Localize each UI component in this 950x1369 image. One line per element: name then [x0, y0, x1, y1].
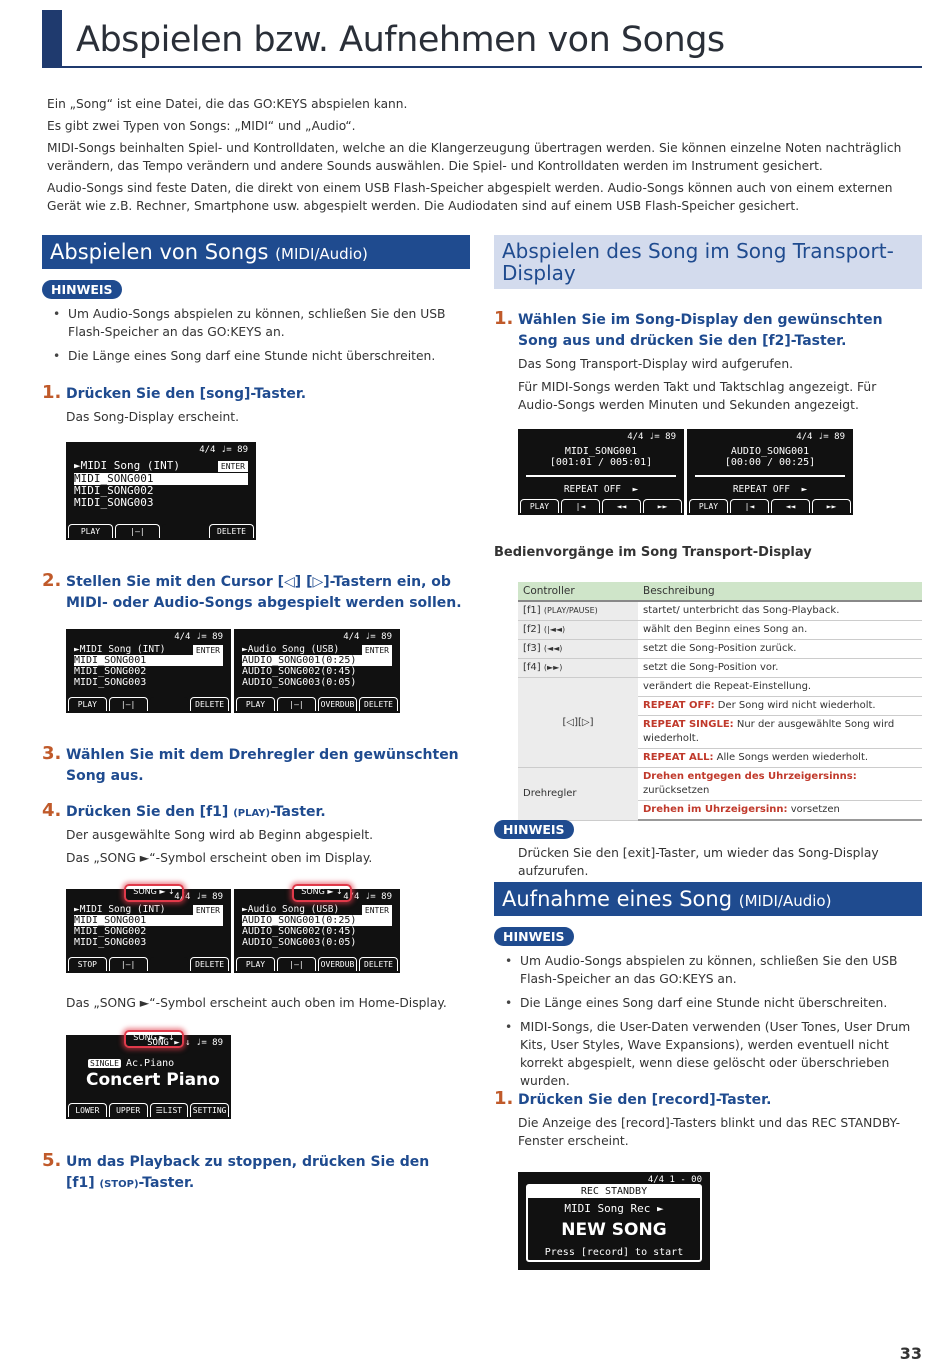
step-text: Stellen Sie mit den Cursor [◁] [▷]-Tastern ein, ob MIDI- oder Audio-Songs abgespielt werden sollen.: [66, 574, 462, 611]
song-row: MIDI_SONG003: [74, 937, 147, 948]
section-heading-suffix: (MIDI/Audio): [738, 892, 832, 910]
intro-paragraph: MIDI-Songs beinhalten Spiel- und Kontrolldaten, welche an die Klangerzeugung übertragen werden. Sie können einzelne Noten nachträglich verändern, das Tempo verändern und andere Sounds auswählen. Die Spiel- und Kontrolldaten werden im Instrument gesichert.: [47, 141, 902, 173]
f1-play-label: PLAY: [68, 697, 107, 711]
table-row: [518, 621, 922, 640]
description-cell: [638, 801, 922, 821]
display-header: ►Audio Song (USB): [242, 904, 340, 915]
display-status: 4/4 ♩= 89: [343, 632, 392, 642]
table-title: Bedienvorgänge im Song Transport-Display: [494, 545, 812, 560]
enter-label: ENTER: [193, 645, 223, 656]
function-button-row: [689, 499, 851, 513]
song-row: MIDI_SONG002: [74, 484, 154, 497]
list-item: • MIDI-Songs, die User-Daten verwenden (User Tones, User Drum Kits, User Styles, Wave Expansions), werden eventuell nicht korrekt abgespielt, wenn diese gelöscht oder überschrieben wurden.: [502, 1018, 912, 1090]
step-text: Drücken Sie den [f1]: [66, 804, 234, 820]
f2-transport-label: |—|: [277, 697, 316, 711]
step-1: [42, 384, 462, 405]
song-row-selected: MIDI_SONG001: [74, 915, 223, 926]
step-text: Drücken Sie den [song]-Taster.: [66, 386, 307, 402]
song-row: MIDI_SONG002: [74, 666, 147, 677]
step-number: 2.: [42, 570, 62, 591]
hinweis-text: Drücken Sie den [exit]-Taster, um wieder das Song-Display aufzurufen.: [518, 846, 879, 878]
song-name: AUDIO_SONG001: [730, 446, 810, 457]
f3-rewind-label: ◄◄: [602, 499, 641, 513]
song-play-indicator-highlight: SONG ► ↓: [124, 1030, 184, 1048]
table-row: [518, 601, 922, 621]
function-button-row: [68, 957, 229, 971]
step-text-end: -Taster.: [270, 804, 326, 820]
repeat-mode-desc: Alle Songs werden wiederholt.: [713, 752, 869, 763]
display-status: 4/4 1 - 00: [647, 1175, 702, 1185]
step-number: 1.: [494, 1088, 514, 1109]
dial-direction-desc: vorsetzen: [787, 804, 840, 815]
description-cell: setzt die Song-Position vor.: [638, 659, 922, 678]
controller-name: [f2]: [523, 624, 541, 635]
enter-label: ENTER: [362, 905, 392, 916]
hinweis-badge: HINWEIS: [494, 927, 574, 946]
controller-name: [f3]: [523, 643, 541, 654]
rec-mode: MIDI Song Rec ►: [564, 1202, 664, 1215]
repeat-setting: REPEAT OFF ►: [563, 484, 639, 495]
enter-label: ENTER: [218, 461, 248, 472]
display-status: 4/4 ♩= 89: [343, 892, 392, 902]
controller-cell: Drehregler: [518, 768, 638, 821]
step-number: 1.: [42, 382, 62, 403]
step-number: 1.: [494, 308, 514, 329]
column-header: Beschreibung: [638, 582, 922, 601]
step-text-small: (STOP): [99, 1179, 139, 1190]
song-row: AUDIO_SONG002(0:45): [242, 926, 357, 937]
step-desc: Das Song Transport-Display wird aufgerufen.: [518, 357, 794, 371]
description-cell: [638, 716, 922, 749]
hinweis-badge: HINWEIS: [494, 820, 574, 839]
step-number: 3.: [42, 743, 62, 764]
enter-label: ENTER: [193, 905, 223, 916]
tone-name: Concert Piano: [86, 1070, 220, 1090]
section-heading-play: [42, 235, 470, 269]
step-text-end: -Taster.: [138, 1175, 195, 1191]
f3-overdub-label: OVERDUB: [318, 697, 357, 711]
intro-paragraph: Ein „Song“ ist eine Datei, die das GO:KEYS abspielen kann.: [47, 97, 408, 111]
repeat-mode-label: REPEAT ALL:: [643, 752, 714, 763]
list-item: • Die Länge eines Song darf eine Stunde nicht überschreiten.: [502, 994, 912, 1012]
intro-paragraph: Es gibt zwei Typen von Songs: „MIDI“ und „Audio“.: [47, 119, 356, 133]
song-row: AUDIO_SONG003(0:05): [242, 937, 357, 948]
display-status: 4/4 ♩= 89: [174, 632, 223, 642]
f2-transport-label: |—|: [109, 957, 148, 971]
list-item: • Um Audio-Songs abspielen zu können, schließen Sie den USB Flash-Speicher an das GO:KEYS an.: [50, 305, 470, 341]
column-header: Controller: [518, 582, 638, 601]
step-text: Wählen Sie mit dem Drehregler den gewünschten Song aus.: [66, 747, 459, 784]
repeat-mode-desc: Der Song wird nicht wiederholt.: [714, 700, 876, 711]
step-text: Wählen Sie im Song-Display den gewünschten Song aus und drücken Sie den [f2]-Taster.: [518, 312, 883, 349]
controller-sub: (|◄◄): [543, 625, 566, 634]
f4-delete-label: DELETE: [190, 697, 229, 711]
progress-bar: [526, 475, 676, 477]
f2-reset-label: |◄: [730, 499, 769, 513]
f4-delete-label: DELETE: [359, 697, 398, 711]
repeat-setting: REPEAT OFF ►: [732, 484, 808, 495]
controller-name: [f1]: [523, 605, 541, 616]
f1-play-label: PLAY: [236, 697, 275, 711]
step-desc: Für MIDI-Songs werden Takt und Taktschlag angezeigt. Für Audio-Songs werden Minuten und Sekunden angezeigt.: [518, 380, 877, 412]
description-cell: [638, 697, 922, 716]
f3-list-label: ☰LIST: [150, 1103, 189, 1117]
table-row: [518, 640, 922, 659]
function-button-row: [68, 697, 229, 711]
f3-blank: [150, 957, 189, 971]
step-text-wrap: [42, 802, 462, 824]
display-header: ►Audio Song (USB): [242, 644, 340, 655]
enter-label: ENTER: [362, 645, 392, 656]
display-rec-standby: [518, 1172, 710, 1270]
song-row: AUDIO_SONG003(0:05): [242, 677, 357, 688]
song-play-indicator-highlight: SONG ► ↓: [124, 884, 184, 902]
window-title: REC STANDBY: [528, 1186, 700, 1198]
song-row-selected: MIDI_SONG001: [74, 473, 248, 485]
controller-cell: [518, 659, 638, 678]
step-3: [42, 745, 462, 787]
function-button-row: [236, 697, 398, 711]
hinweis-list: [502, 952, 912, 1096]
controller-name: [f4]: [523, 662, 541, 673]
controller-sub: (◄◄): [543, 644, 563, 653]
section-heading-record: [494, 882, 922, 916]
step-desc: Der ausgewählte Song wird ab Beginn abgespielt.: [66, 828, 374, 842]
song-position: [001:01 / 005:01]: [549, 457, 653, 468]
controller-sub: (►►): [543, 663, 563, 672]
f1-play-label: PLAY: [520, 499, 559, 513]
song-row-selected: AUDIO_SONG001(0:25): [242, 915, 392, 926]
display-status: 4/4 ♩= 89: [174, 892, 223, 902]
f4-forward-label: ►►: [643, 499, 682, 513]
repeat-mode-label: REPEAT OFF:: [643, 700, 715, 711]
controller-sub: (PLAY/PAUSE): [543, 606, 598, 615]
step-2: [42, 572, 462, 614]
song-row: MIDI_SONG003: [74, 496, 154, 509]
step-desc: Das „SONG ►“-Symbol erscheint auch oben im Home-Display.: [66, 996, 447, 1010]
display-status: 4/4 ♩= 89: [627, 432, 676, 442]
page-number: 33: [899, 1344, 922, 1363]
f1-lower-label: LOWER: [68, 1103, 107, 1117]
display-status: SONG ► ↓ ♩= 89: [147, 1038, 223, 1048]
dial-direction-desc: zurücksetzen: [643, 785, 710, 796]
f2-transport-label: |—|: [115, 524, 160, 538]
song-play-indicator-highlight: SONG ► ↓: [292, 884, 352, 902]
controller-cell: [518, 601, 638, 621]
new-song-label: NEW SONG: [561, 1220, 667, 1240]
list-item: • Die Länge eines Song darf eine Stunde nicht überschreiten.: [50, 347, 470, 365]
f2-upper-label: UPPER: [109, 1103, 148, 1117]
table-row: [518, 678, 922, 697]
step-text-wrap: [42, 1152, 462, 1195]
song-row: MIDI_SONG002: [74, 926, 147, 937]
song-row-selected: MIDI_SONG001: [74, 655, 223, 666]
display-transport-audio: [687, 429, 853, 515]
f1-play-label: PLAY: [236, 957, 275, 971]
table-row: [518, 659, 922, 678]
title-accent: [42, 10, 62, 68]
f4-forward-label: ►►: [812, 499, 851, 513]
song-position: [00:00 / 00:25]: [724, 457, 816, 468]
display-header: ►MIDI Song (INT): [74, 904, 166, 915]
section-heading-text: Abspielen von Songs: [50, 240, 269, 264]
display-midi-song-list: [66, 442, 256, 540]
dial-direction-label: Drehen im Uhrzeigersinn:: [643, 804, 788, 815]
display-status: 4/4 ♩= 89: [199, 445, 248, 455]
description-cell: wählt den Beginn eines Song an.: [638, 621, 922, 640]
function-button-row: [520, 499, 682, 513]
f3-blank: [150, 697, 189, 711]
song-row-selected: AUDIO_SONG001(0:25): [242, 655, 392, 666]
controller-cell: [518, 621, 638, 640]
description-cell: startet/ unterbricht das Song-Playback.: [638, 601, 922, 621]
step-4: [42, 802, 462, 824]
description-cell: verändert die Repeat-Einstellung.: [638, 678, 922, 697]
display-status: 4/4 ♩= 89: [796, 432, 845, 442]
progress-bar: [695, 475, 845, 477]
hinweis-badge: HINWEIS: [42, 280, 122, 299]
f3-rewind-label: ◄◄: [771, 499, 810, 513]
description-cell: [638, 768, 922, 801]
controller-cell: [◁][▷]: [518, 678, 638, 768]
operations-table: [518, 582, 922, 821]
step-text-small: (PLAY): [233, 808, 271, 819]
section-heading-text: Aufnahme eines Song: [502, 887, 733, 911]
f3-blank: [162, 524, 207, 538]
display-transport-midi: [518, 429, 684, 515]
table-header-row: [518, 582, 922, 601]
step-text: Drücken Sie den [record]-Taster.: [518, 1092, 772, 1108]
step-text: Um das Playback zu stoppen, drücken Sie den [f1]: [66, 1154, 430, 1191]
section-heading-suffix: (MIDI/Audio): [275, 245, 368, 263]
step-number: 4.: [42, 800, 62, 821]
step-desc: Das „SONG ►“-Symbol erscheint oben im Display.: [66, 851, 373, 865]
song-row: MIDI_SONG003: [74, 677, 147, 688]
f4-delete-label: DELETE: [359, 957, 398, 971]
rec-instruction: Press [record] to start: [544, 1247, 684, 1258]
intro-paragraph: Audio-Songs sind feste Daten, die direkt von einem USB Flash-Speicher abgespielt werden. Audio-Songs können auch von einem externen Gerät wie z.B. Rechner, Smartphone usw. abgespielt werden. Die Audiodaten sind auf einem USB Flash-Speicher gesichert.: [47, 181, 893, 213]
function-button-row: [68, 524, 254, 538]
table-row: [518, 768, 922, 801]
step-desc: Das Song-Display erscheint.: [66, 410, 240, 424]
description-cell: setzt die Song-Position zurück.: [638, 640, 922, 659]
f4-delete-label: DELETE: [190, 957, 229, 971]
song-name: MIDI_SONG001: [564, 446, 638, 457]
tone-short-name: Ac.Piano: [126, 1058, 175, 1069]
dial-direction-label: Drehen entgegen des Uhrzeigersinns:: [643, 771, 857, 782]
step-5: [42, 1152, 462, 1195]
song-row: AUDIO_SONG002(0:45): [242, 666, 357, 677]
controller-cell: [518, 640, 638, 659]
step-desc: Die Anzeige des [record]-Tasters blinkt und das REC STANDBY-Fenster erscheint.: [518, 1116, 901, 1148]
repeat-mode-label: REPEAT SINGLE:: [643, 719, 734, 730]
f2-transport-label: |—|: [109, 697, 148, 711]
page-title: Abspielen bzw. Aufnehmen von Songs: [76, 20, 725, 60]
rec-standby-window: [526, 1184, 702, 1262]
display-header: ►MIDI Song (INT): [74, 644, 166, 655]
single-tag: SINGLE: [90, 1059, 119, 1068]
display-audio-song-list: [234, 629, 400, 713]
f1-stop-label: STOP: [68, 957, 107, 971]
f2-reset-label: |◄: [561, 499, 600, 513]
section-heading-transport: Abspielen des Song im Song Transport-Display: [494, 235, 922, 289]
step-1: [494, 1090, 918, 1111]
f4-delete-label: DELETE: [209, 524, 254, 538]
description-cell: [638, 749, 922, 768]
function-button-row: [236, 957, 398, 971]
intro-text: [47, 95, 917, 219]
f1-play-label: PLAY: [689, 499, 728, 513]
step-1: [494, 310, 918, 352]
f3-overdub-label: OVERDUB: [318, 957, 357, 971]
f4-setting-label: SETTING: [190, 1103, 229, 1117]
display-header: ►MIDI Song (INT): [74, 459, 180, 472]
hinweis-list: [50, 305, 470, 371]
page-header: [42, 10, 922, 68]
function-button-row: [68, 1103, 229, 1117]
list-item: • Um Audio-Songs abspielen zu können, schließen Sie den USB Flash-Speicher an das GO:KEYS an.: [502, 952, 912, 988]
repeat-mode-desc: Nur der ausgewählte Song wird wiederholt.: [643, 719, 895, 744]
f1-play-label: PLAY: [68, 524, 113, 538]
display-midi-song-list: [66, 629, 231, 713]
step-number: 5.: [42, 1150, 62, 1171]
f2-transport-label: |—|: [277, 957, 316, 971]
